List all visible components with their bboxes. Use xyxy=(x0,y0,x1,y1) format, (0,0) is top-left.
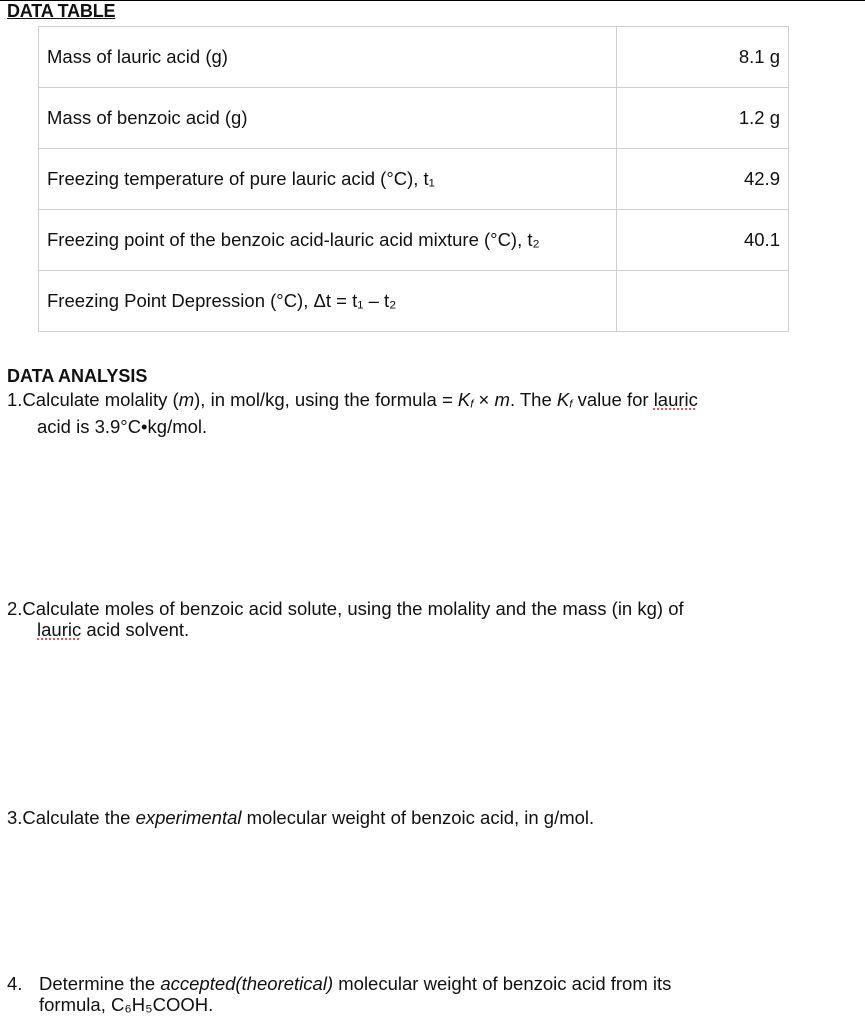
table-row xyxy=(39,27,789,88)
spellcheck-word[interactable]: lauric xyxy=(653,389,698,410)
row-value[interactable]: 8.1 g xyxy=(617,27,789,88)
spellcheck-word[interactable]: lauric xyxy=(37,619,82,640)
data-table xyxy=(38,26,789,332)
row-label: Mass of benzoic acid (g) xyxy=(39,88,617,149)
row-label: Freezing temperature of pure lauric acid (°C), t₁ xyxy=(39,149,617,210)
row-label: Freezing point of the benzoic acid-lauric acid mixture (°C), t₂ xyxy=(39,210,617,271)
top-rule xyxy=(0,0,865,1)
row-value[interactable] xyxy=(617,271,789,332)
table-row xyxy=(39,271,789,332)
row-label: Mass of lauric acid (g) xyxy=(39,27,617,88)
question-3: 3.Calculate the experimental molecular weight of benzoic acid, in g/mol. xyxy=(7,807,595,828)
row-value[interactable]: 42.9 xyxy=(617,149,789,210)
question-1: 1.Calculate molality (m), in mol/kg, using the formula = $K_f \times m$. The $K_f$ value for lauric acid is 3.9°C•kg/mol. xyxy=(7,389,698,437)
data-analysis-heading: DATA ANALYSIS xyxy=(7,366,148,386)
question-4: 4. Determine the accepted(theoretical) molecular weight of benzoic acid from its formula, C₆H₅COOH. xyxy=(7,973,672,1015)
table-row xyxy=(39,210,789,271)
row-value[interactable]: 1.2 g xyxy=(617,88,789,149)
question-2: 2.Calculate moles of benzoic acid solute, using the molality and the mass (in kg) of lauric acid solvent. xyxy=(7,598,684,640)
row-value[interactable]: 40.1 xyxy=(617,210,789,271)
table-row xyxy=(39,88,789,149)
data-table-heading: DATA TABLE xyxy=(7,1,116,21)
row-label: Freezing Point Depression (°C), Δt = t₁ – t₂ xyxy=(39,271,617,332)
table-row xyxy=(39,149,789,210)
